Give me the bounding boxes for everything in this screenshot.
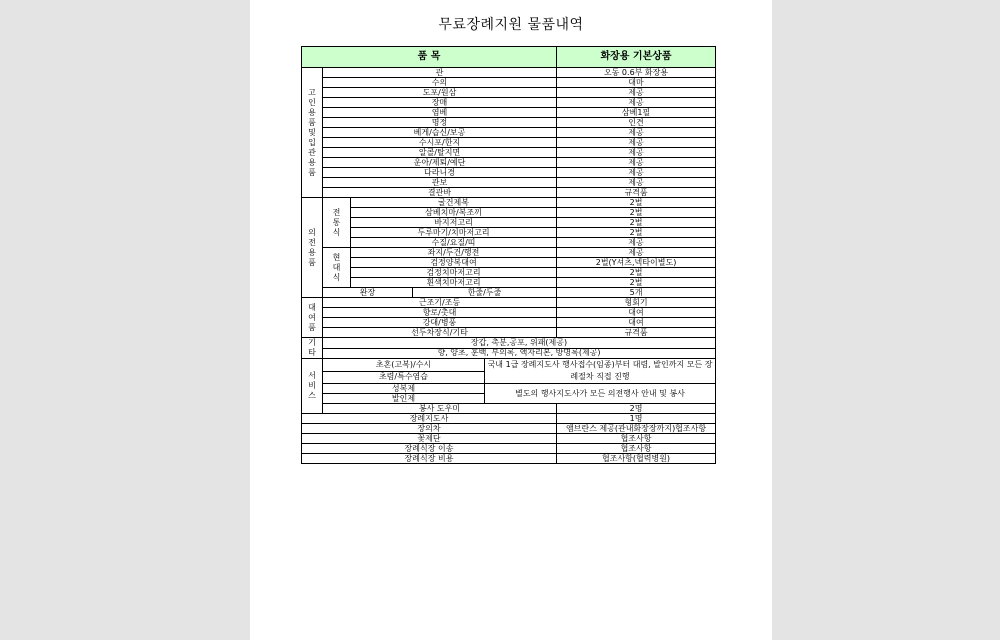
table-row xyxy=(302,444,716,454)
item-cell: 근조기/조등 xyxy=(323,298,557,308)
value-cell: 협조사항(협력병원) xyxy=(557,454,716,464)
table-row xyxy=(302,359,716,372)
item-cell: 강대/병풍 xyxy=(323,318,557,328)
value-cell: 제공 xyxy=(557,168,716,178)
table-row xyxy=(302,424,716,434)
value-cell: 규격품 xyxy=(557,328,716,338)
item-cell: 검정치마저고리 xyxy=(351,268,557,278)
item-cell: 굴건제복 xyxy=(351,198,557,208)
table-row xyxy=(302,98,716,108)
table-row xyxy=(302,268,716,278)
item-cell: 발인제 xyxy=(323,394,485,404)
value-cell: 앰브란스 제공(관내화장장까지)협조사항 xyxy=(557,424,716,434)
table-row xyxy=(302,318,716,328)
table-row xyxy=(302,168,716,178)
item-cell: 바지저고리 xyxy=(351,218,557,228)
item-cell: 장매 xyxy=(323,98,557,108)
header-item: 품 목 xyxy=(302,47,557,68)
value-cell: 형회기 xyxy=(557,298,716,308)
table-row xyxy=(302,348,716,359)
item-cell: 향로/촛대 xyxy=(323,308,557,318)
table-row xyxy=(302,198,716,208)
table-row xyxy=(302,188,716,198)
table-row xyxy=(302,238,716,248)
item-cell: 수의 xyxy=(323,78,557,88)
value-cell: 협조사항 xyxy=(557,444,716,454)
item-cell: 좌지/두건/행전 xyxy=(351,248,557,258)
table-row xyxy=(302,404,716,414)
wide-cell: 장갑, 촉분,공포, 위패(제공) xyxy=(323,338,716,349)
group-label-uigeon: 의 전 용 품 xyxy=(302,198,323,298)
item-cell: 다라니경 xyxy=(323,168,557,178)
item-cell: 봉사 도우미 xyxy=(323,404,557,414)
table-row xyxy=(302,78,716,88)
table-row xyxy=(302,108,716,118)
item-cell: 장례식장 이송 xyxy=(302,444,557,454)
value-cell: 2벌 xyxy=(557,218,716,228)
value-cell: 제공 xyxy=(557,138,716,148)
group-label-service: 서 비 스 xyxy=(302,359,323,414)
item-cell: 흰색치마저고리 xyxy=(351,278,557,288)
table-row xyxy=(302,118,716,128)
table-row xyxy=(302,434,716,444)
item-cell: 관보 xyxy=(323,178,557,188)
table-row xyxy=(302,178,716,188)
item-cell: 장례식장 비용 xyxy=(302,454,557,464)
table-row xyxy=(302,218,716,228)
item-cell: 알콜/탈지면 xyxy=(323,148,557,158)
group-label-goin: 고 인 용 품 및 입 관 용 품 xyxy=(302,68,323,198)
table-row xyxy=(302,338,716,349)
table-row xyxy=(302,128,716,138)
item-cell: 관 xyxy=(323,68,557,78)
table-row xyxy=(302,288,716,298)
value-cell: 제공 xyxy=(557,128,716,138)
value-cell: 대여 xyxy=(557,318,716,328)
table-row xyxy=(302,328,716,338)
item-cell: 도포/원삼 xyxy=(323,88,557,98)
value-cell: 제공 xyxy=(557,238,716,248)
table-row xyxy=(302,384,716,394)
value-cell: 2벌 xyxy=(557,268,716,278)
group-label-rental: 대 여 품 xyxy=(302,298,323,338)
item-cell: 초혼(고복)/수시 xyxy=(323,359,485,372)
table-row xyxy=(302,308,716,318)
item-cell: 수시포/한지 xyxy=(323,138,557,148)
item-cell: 장례지도사 xyxy=(302,414,557,424)
value-cell: 2벌 xyxy=(557,228,716,238)
value-cell: 2명 xyxy=(557,404,716,414)
table-row xyxy=(302,68,716,78)
service-note: 별도의 행사지도사가 모든 의전행사 안내 및 봉사 xyxy=(485,384,716,404)
item-cell: 꽃제단 xyxy=(302,434,557,444)
table-row xyxy=(302,228,716,238)
table-row xyxy=(302,148,716,158)
value-cell: 제공 xyxy=(557,98,716,108)
table-row xyxy=(302,248,716,258)
table-row xyxy=(302,414,716,424)
table-row xyxy=(302,158,716,168)
header-value: 화장용 기본상품 xyxy=(557,47,716,68)
document-page xyxy=(250,0,772,640)
value-cell: 제공 xyxy=(557,88,716,98)
value-cell: 오동 0.6부 화장용 xyxy=(557,68,716,78)
value-cell: 삼베1필 xyxy=(557,108,716,118)
item-cell: 삼베치마/복조끼 xyxy=(351,208,557,218)
item-cell: 초렴/특수염습 xyxy=(323,371,485,384)
item-subcell: 한줄/두줄 xyxy=(413,288,557,298)
item-cell: 수질/요질/띠 xyxy=(351,238,557,248)
table-row xyxy=(302,208,716,218)
item-cell: 염베 xyxy=(323,108,557,118)
items-table xyxy=(301,46,716,464)
value-cell: 제공 xyxy=(557,148,716,158)
item-cell: 검정양복대여 xyxy=(351,258,557,268)
item-cell: 베게/습신/보공 xyxy=(323,128,557,138)
table-row xyxy=(302,454,716,464)
value-cell: 2벌 xyxy=(557,198,716,208)
value-cell: 대여 xyxy=(557,308,716,318)
value-cell: 5개 xyxy=(557,288,716,298)
table-row xyxy=(302,138,716,148)
value-cell: 2벌 xyxy=(557,208,716,218)
table-header xyxy=(302,47,716,68)
table-row xyxy=(302,298,716,308)
value-cell: 협조사항 xyxy=(557,434,716,444)
item-cell: 명정 xyxy=(323,118,557,128)
item-cell: 장의차 xyxy=(302,424,557,434)
item-cell: 두루마기/치마저고리 xyxy=(351,228,557,238)
value-cell: 2벌 xyxy=(557,278,716,288)
value-cell: 인견 xyxy=(557,118,716,128)
value-cell: 1명 xyxy=(557,414,716,424)
table-row xyxy=(302,88,716,98)
service-note: 국내 1급 장례지도사 행사접수(임종)부터 대렴, 발인까지 모든 장례절차 직접 진행 xyxy=(485,359,716,384)
subgroup-label-modern: 현 대 식 xyxy=(323,248,351,288)
table-row xyxy=(302,278,716,288)
subgroup-label-traditional: 전 통 식 xyxy=(323,198,351,248)
page-title: 무료장례지원 물품내역 xyxy=(438,17,584,33)
item-cell: 완장 xyxy=(323,288,413,298)
item-cell: 선두차장식/기타 xyxy=(323,328,557,338)
table-row xyxy=(302,258,716,268)
value-cell: 대마 xyxy=(557,78,716,88)
item-cell: 운아/제퇴/예단 xyxy=(323,158,557,168)
item-cell: 결관바 xyxy=(323,188,557,198)
value-cell: 2벌(Y셔츠,넥타이별도) xyxy=(557,258,716,268)
value-cell: 제공 xyxy=(557,248,716,258)
item-cell: 성복제 xyxy=(323,384,485,394)
wide-cell: 향, 양초, 훈백, 부의록, 액자리본, 방명록(제공) xyxy=(323,348,716,359)
value-cell: 규격품 xyxy=(557,188,716,198)
value-cell: 제공 xyxy=(557,158,716,168)
group-label-etc: 기 타 xyxy=(302,338,323,359)
value-cell: 제공 xyxy=(557,178,716,188)
